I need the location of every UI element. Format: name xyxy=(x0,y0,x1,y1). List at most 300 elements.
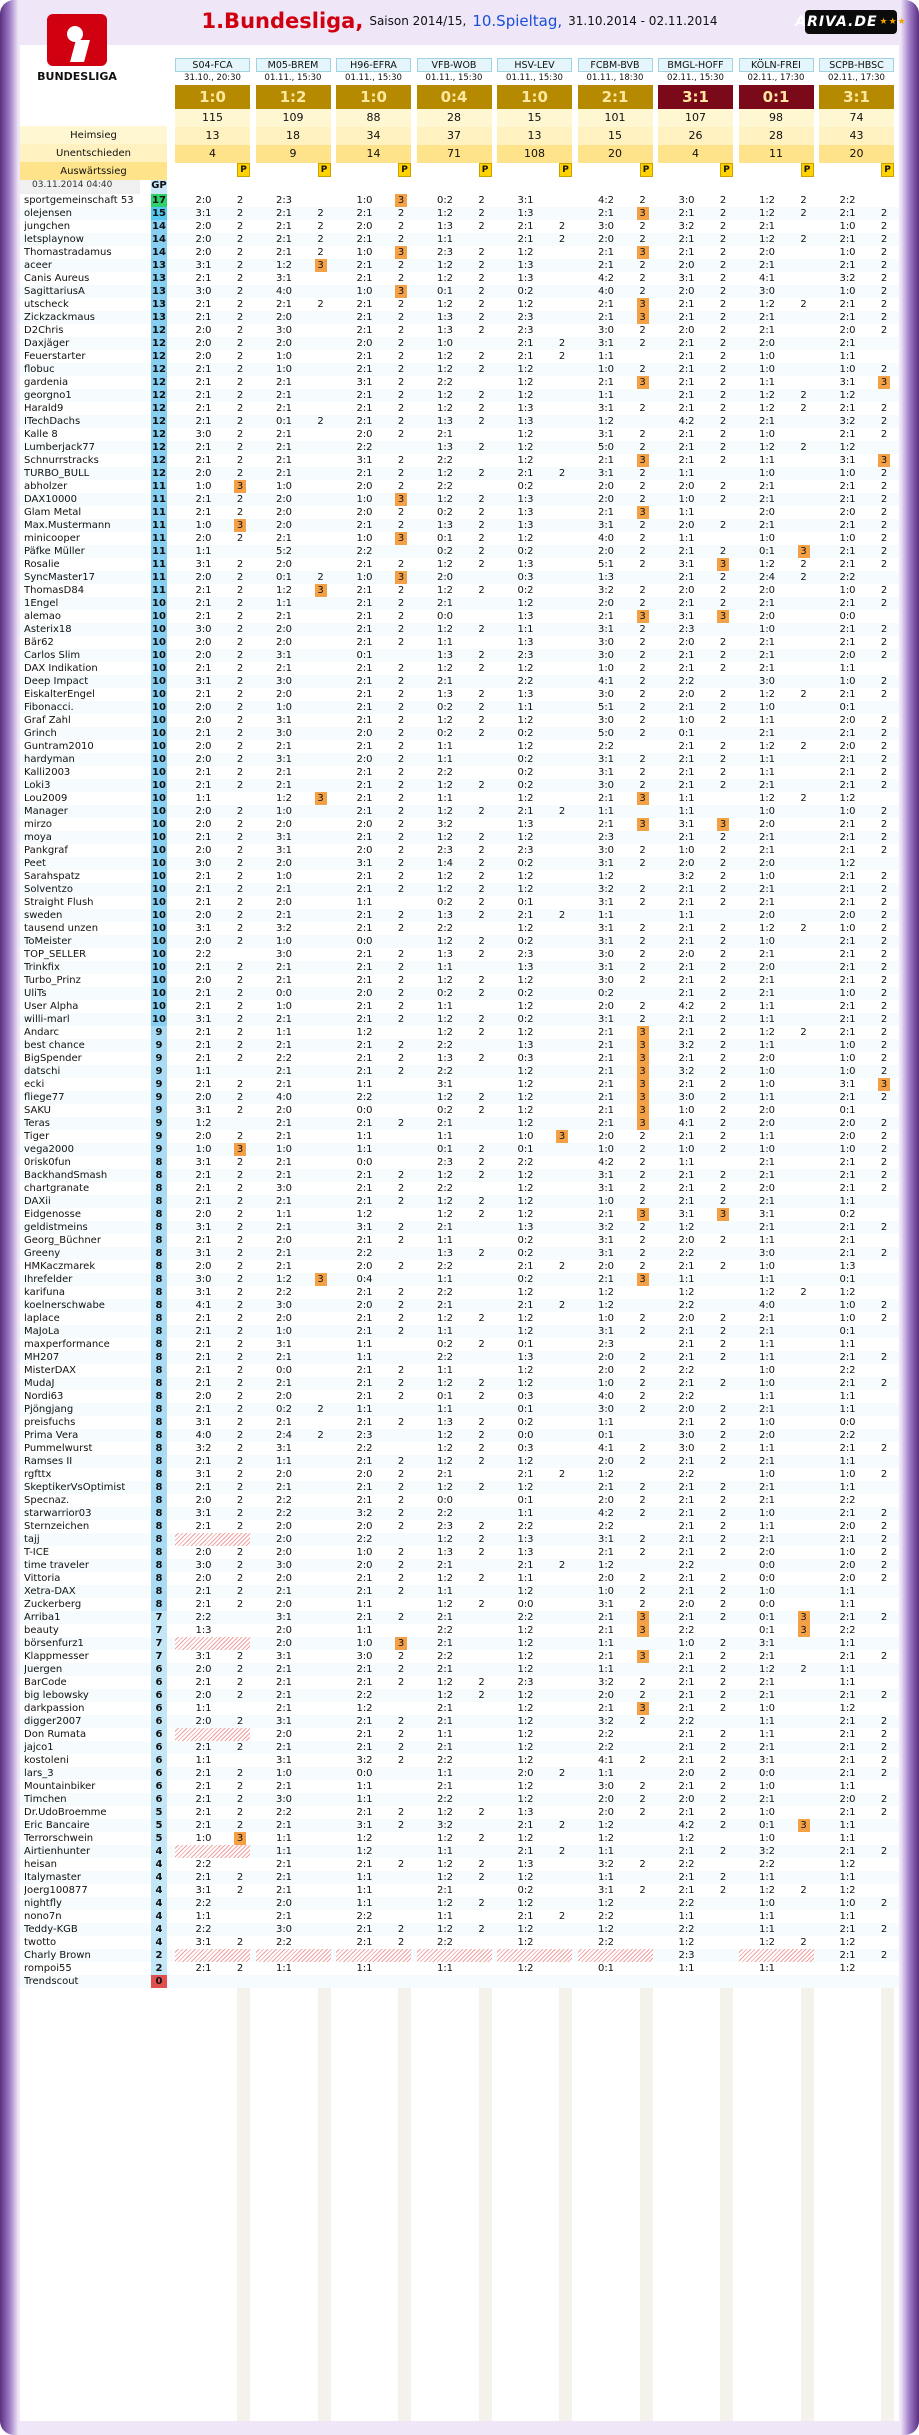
tip-value: 2:1 xyxy=(758,1326,776,1337)
tip-value: 2:1 xyxy=(195,1378,212,1389)
player-name[interactable]: nightfly xyxy=(24,1898,62,1909)
player-name[interactable]: Guntram2010 xyxy=(24,741,94,752)
tip-cell xyxy=(658,1273,733,1286)
tip-points: 2 xyxy=(719,975,727,986)
player-name[interactable]: lars_3 xyxy=(24,1768,54,1779)
tip-cell xyxy=(578,298,653,311)
tip-cell xyxy=(658,1260,733,1273)
player-name[interactable]: karifuna xyxy=(24,1287,65,1298)
player-name[interactable]: tausend unzen xyxy=(24,923,99,934)
player-name[interactable]: Vittoria xyxy=(24,1573,61,1584)
player-name[interactable]: hardyman xyxy=(24,754,75,765)
tip-cell xyxy=(336,1247,411,1260)
player-name[interactable]: Max.Mustermann xyxy=(24,520,111,531)
player-name[interactable]: Schnurrstracks xyxy=(24,455,99,466)
player-name[interactable]: D2Chris xyxy=(24,325,64,336)
player-name[interactable]: Asterix18 xyxy=(24,624,72,635)
player-name[interactable]: Canis Aureus xyxy=(24,273,90,284)
player-name[interactable]: best chance xyxy=(24,1040,85,1051)
player-total-points: 8 xyxy=(151,1351,167,1364)
player-name[interactable]: nono7n xyxy=(24,1911,62,1922)
matchday-label: 10.Spieltag, xyxy=(472,12,563,30)
tip-value: 1:0 xyxy=(275,871,293,882)
player-name[interactable]: Lou2009 xyxy=(24,793,68,804)
tip-value: 2:1 xyxy=(356,767,373,778)
player-total-points: 12 xyxy=(152,442,166,453)
ariva-logo[interactable]: ARIVA.DE ★★★ xyxy=(805,10,897,34)
player-row xyxy=(20,324,899,337)
tip-points: 2 xyxy=(880,871,888,882)
tip-value: 2:1 xyxy=(678,975,695,986)
tip-cell xyxy=(658,1195,733,1208)
tip-value: 2:2 xyxy=(839,1365,856,1376)
tip-value: 2:1 xyxy=(195,1781,212,1792)
tip-points: 3 xyxy=(637,792,649,805)
player-name[interactable]: laplace xyxy=(24,1313,60,1324)
player-name[interactable]: Straight Flush xyxy=(24,897,94,908)
player-name[interactable]: Prima Vera xyxy=(24,1430,79,1441)
player-name[interactable]: Turbo_Prinz xyxy=(24,975,81,986)
player-name[interactable]: SAKU xyxy=(24,1105,51,1116)
player-name[interactable]: Specnaz. xyxy=(24,1495,70,1506)
player-name[interactable]: Pummelwurst xyxy=(24,1443,93,1454)
tip-cell xyxy=(256,792,331,805)
tip-value: 1:3 xyxy=(517,273,534,284)
player-total-points: 10 xyxy=(152,806,166,817)
tip-value: 0:2 xyxy=(517,1235,534,1246)
player-name[interactable]: Lumberjack77 xyxy=(24,442,96,453)
player-name[interactable]: Zuckerberg xyxy=(24,1599,82,1610)
player-name[interactable]: DAX10000 xyxy=(24,494,78,505)
player-name[interactable]: olejensen xyxy=(24,208,73,219)
tip-points: 2 xyxy=(317,299,324,310)
player-name[interactable]: Juergen xyxy=(24,1664,63,1675)
player-name[interactable]: gardenia xyxy=(24,377,69,388)
player-name[interactable]: 0risk0fun xyxy=(24,1157,71,1168)
tip-cell xyxy=(578,1507,653,1520)
player-name[interactable]: ThomasD84 xyxy=(24,585,85,596)
player-name[interactable]: sweden xyxy=(24,910,63,921)
player-name[interactable]: T-ICE xyxy=(24,1547,50,1558)
player-name[interactable]: datschi xyxy=(24,1066,61,1077)
player-name[interactable]: MH207 xyxy=(24,1352,60,1363)
tip-points: 2 xyxy=(880,325,888,336)
player-name[interactable]: jajco1 xyxy=(24,1742,54,1753)
tip-points: 2 xyxy=(639,195,646,206)
player-name[interactable]: Thomastradamus xyxy=(24,247,112,258)
player-name[interactable]: DAXii xyxy=(24,1196,51,1207)
player-name[interactable]: Carlos Slim xyxy=(24,650,81,661)
player-name[interactable]: Eric Bancaire xyxy=(24,1820,90,1831)
tip-cell xyxy=(175,571,250,584)
match-name[interactable]: S04-FCA xyxy=(175,58,250,72)
player-name[interactable]: flobuc xyxy=(24,364,55,375)
player-name[interactable]: koelnerschwabe xyxy=(24,1300,105,1311)
player-name[interactable]: minicooper xyxy=(24,533,80,544)
tip-value: 2:2 xyxy=(839,1430,856,1441)
tip-value: 2:2 xyxy=(758,1859,776,1870)
match-name[interactable]: SCPB-HBSC xyxy=(819,58,894,72)
match-name[interactable]: HSV-LEV xyxy=(497,58,572,72)
tip-cell xyxy=(256,402,331,415)
player-name[interactable]: darkpassion xyxy=(24,1703,85,1714)
player-name[interactable]: Harald9 xyxy=(24,403,64,414)
tip-cell xyxy=(336,935,411,948)
player-name[interactable]: chartgranate xyxy=(24,1183,90,1194)
tip-cell xyxy=(175,246,250,259)
tip-cell xyxy=(256,1104,331,1117)
tip-cell xyxy=(578,1936,653,1949)
tip-value: 2:1 xyxy=(678,338,695,349)
player-name[interactable]: tajj xyxy=(24,1534,40,1545)
player-name[interactable]: Andarc xyxy=(24,1027,60,1038)
tip-value: 2:1 xyxy=(758,481,776,492)
player-total-points: 6 xyxy=(151,1676,167,1689)
tip-value: 2:0 xyxy=(275,312,293,323)
tip-value: 4:1 xyxy=(597,676,615,687)
tip-cell xyxy=(658,610,733,623)
tip-value: 2:1 xyxy=(195,1872,212,1883)
player-total-points: 4 xyxy=(151,1871,167,1884)
player-name[interactable]: User Alpha xyxy=(24,1001,79,1012)
tip-cell xyxy=(819,922,894,935)
player-name[interactable]: Teras xyxy=(24,1118,51,1129)
tip-points: 2 xyxy=(478,468,485,479)
tip-value: 2:2 xyxy=(436,1651,454,1662)
tip-value: 2:1 xyxy=(758,221,776,232)
player-name[interactable]: TURBO_BULL xyxy=(24,468,90,479)
match-name[interactable]: M05-BREM xyxy=(256,58,331,72)
player-name[interactable]: ToMeister xyxy=(24,936,72,947)
player-name[interactable]: letsplaynow xyxy=(24,234,84,245)
player-name[interactable]: Pjöngjang xyxy=(24,1404,74,1415)
tip-cell xyxy=(417,1949,492,1962)
tip-cell xyxy=(175,857,250,870)
player-name[interactable]: Georg_Büchner xyxy=(24,1235,101,1246)
tip-points: 2 xyxy=(397,1222,405,1233)
tip-cell xyxy=(578,1013,653,1026)
tip-value: 1:2 xyxy=(758,1287,776,1298)
player-name[interactable]: Daxjäger xyxy=(24,338,70,349)
tip-value: 2:0 xyxy=(678,1794,695,1805)
bundesliga-badge-icon xyxy=(47,14,107,66)
tip-value: 1:2 xyxy=(517,377,534,388)
player-name[interactable]: 1Engel xyxy=(24,598,59,609)
tip-cell xyxy=(336,714,411,727)
player-name[interactable]: UliTs xyxy=(24,988,47,999)
player-name[interactable]: Dr.UdoBroemme xyxy=(24,1807,107,1818)
tip-cell xyxy=(578,818,653,831)
player-name[interactable]: abholzer xyxy=(24,481,68,492)
player-name[interactable]: Don Rumata xyxy=(24,1729,87,1740)
player-name[interactable]: ecki xyxy=(24,1079,45,1090)
player-total-points: 10 xyxy=(152,858,166,869)
player-name[interactable]: SyncMaster17 xyxy=(24,572,95,583)
tip-value: 1:2 xyxy=(839,442,856,453)
match-name[interactable]: H96-EFRA xyxy=(336,58,411,72)
tip-cell xyxy=(739,740,814,753)
player-name[interactable]: time traveler xyxy=(24,1560,90,1571)
tip-value: 0:0 xyxy=(356,1105,373,1116)
tip-points: 2 xyxy=(478,1456,485,1467)
player-name[interactable]: digger2007 xyxy=(24,1716,82,1727)
tip-value: 2:1 xyxy=(839,871,856,882)
player-name[interactable]: big lebowsky xyxy=(24,1690,89,1701)
player-name[interactable]: MisterDAX xyxy=(24,1365,77,1376)
player-name[interactable]: TOP_SELLER xyxy=(24,949,87,960)
player-name[interactable]: Solventzo xyxy=(24,884,73,895)
player-name[interactable]: maxperformance xyxy=(24,1339,110,1350)
tip-points: 2 xyxy=(478,988,485,999)
player-name[interactable]: Arriba1 xyxy=(24,1612,61,1623)
player-name[interactable]: alemao xyxy=(24,611,62,622)
tip-value: 2:1 xyxy=(758,650,776,661)
player-total-points: 10 xyxy=(152,884,166,895)
tip-value: 0:2 xyxy=(275,1404,293,1415)
tip-cell xyxy=(256,714,331,727)
tip-cell xyxy=(658,1455,733,1468)
player-name[interactable]: Airtienhunter xyxy=(24,1846,91,1857)
tip-value: 2:1 xyxy=(356,637,373,648)
player-name[interactable]: Greeny xyxy=(24,1248,61,1259)
tip-cell xyxy=(819,896,894,909)
tip-points: 2 xyxy=(236,1300,244,1311)
tip-value: 2:1 xyxy=(678,832,695,843)
player-name[interactable]: jungchen xyxy=(24,221,71,232)
match-name[interactable]: FCBM-BVB xyxy=(578,58,653,72)
player-name[interactable]: Glam Metal xyxy=(24,507,82,518)
player-name[interactable]: Fibonacci. xyxy=(24,702,74,713)
player-name[interactable]: twotto xyxy=(24,1937,57,1948)
tip-cell xyxy=(578,1611,653,1624)
tip-cell xyxy=(578,636,653,649)
player-name[interactable]: rompoi55 xyxy=(24,1963,72,1974)
tip-cell xyxy=(175,1663,250,1676)
tip-cell xyxy=(497,1871,572,1884)
player-name[interactable]: Deep Impact xyxy=(24,676,89,687)
player-name[interactable]: Klappmesser xyxy=(24,1651,89,1662)
player-name[interactable]: Loki3 xyxy=(24,780,51,791)
player-name[interactable]: Sternzeichen xyxy=(24,1521,90,1532)
player-total-points: 13 xyxy=(152,273,166,284)
player-name[interactable]: Kalli2003 xyxy=(24,767,71,778)
player-name[interactable]: Zickzackmaus xyxy=(24,312,96,323)
tip-value: 2:1 xyxy=(436,1222,454,1233)
tip-cell xyxy=(578,259,653,272)
tip-cell xyxy=(417,610,492,623)
player-total-points: 17 xyxy=(152,195,166,206)
player-name[interactable]: utscheck xyxy=(24,299,69,310)
player-name[interactable]: vega2000 xyxy=(24,1144,74,1155)
player-name[interactable]: willi-marl xyxy=(24,1014,70,1025)
player-name[interactable]: Bär62 xyxy=(24,637,54,648)
tip-cell xyxy=(417,1819,492,1832)
tip-value: 2:0 xyxy=(597,481,615,492)
tip-cell xyxy=(819,584,894,597)
match-name[interactable]: KÖLN-FREI xyxy=(739,58,814,72)
tip-cell xyxy=(336,194,411,207)
tip-value: 1:1 xyxy=(597,390,615,401)
player-row xyxy=(20,1806,899,1819)
tip-value: 3:0 xyxy=(275,325,293,336)
player-total-points: 10 xyxy=(152,988,166,999)
player-name[interactable]: Manager xyxy=(24,806,68,817)
player-total-points: 8 xyxy=(151,1559,167,1572)
player-name[interactable]: HMKaczmarek xyxy=(24,1261,96,1272)
tip-value: 2:0 xyxy=(758,338,776,349)
player-total-points: 10 xyxy=(152,1001,166,1012)
tip-points: 2 xyxy=(880,546,888,557)
tip-value: 1:1 xyxy=(758,1872,776,1883)
tip-value: 3:1 xyxy=(597,1235,615,1246)
tip-points: 3 xyxy=(637,1078,649,1091)
player-name[interactable]: mirzo xyxy=(24,819,52,830)
tip-points: 2 xyxy=(478,624,485,635)
tip-points: 2 xyxy=(880,1001,888,1012)
player-name[interactable]: Nordi63 xyxy=(24,1391,64,1402)
player-name[interactable]: Trinkfix xyxy=(24,962,60,973)
player-name[interactable]: fliege77 xyxy=(24,1092,65,1103)
tip-value: 2:1 xyxy=(839,1755,856,1766)
tip-points: 2 xyxy=(639,1001,646,1012)
player-name[interactable]: Terrorschwein xyxy=(24,1833,94,1844)
tip-value: 3:1 xyxy=(195,1222,212,1233)
player-name[interactable]: rgfttx xyxy=(24,1469,52,1480)
tip-value: 3:0 xyxy=(597,715,615,726)
player-name[interactable]: starwarrior03 xyxy=(24,1508,92,1519)
player-name[interactable]: Mountainbiker xyxy=(24,1781,96,1792)
tip-cell xyxy=(658,961,733,974)
player-total-points: 12 xyxy=(152,377,166,388)
tip-cell xyxy=(336,727,411,740)
player-name[interactable]: Trendscout xyxy=(24,1976,79,1987)
tip-value: 1:3 xyxy=(436,689,454,700)
tip-cell xyxy=(819,1858,894,1871)
player-name[interactable]: Ihrefelder xyxy=(24,1274,73,1285)
player-name[interactable]: kostoleni xyxy=(24,1755,69,1766)
player-name[interactable]: Charly Brown xyxy=(24,1950,91,1961)
player-name[interactable]: Joerg100877 xyxy=(24,1885,88,1896)
player-name[interactable]: Grinch xyxy=(24,728,57,739)
player-name[interactable]: preisfuchs xyxy=(24,1417,76,1428)
player-name[interactable]: börsenfurz1 xyxy=(24,1638,84,1649)
player-name[interactable]: Kalle 8 xyxy=(24,429,58,440)
player-name[interactable]: sportgemeinschaft 53 xyxy=(24,195,134,206)
player-total-points: 10 xyxy=(152,767,166,778)
tip-points: 2 xyxy=(639,1131,646,1142)
tip-cell xyxy=(739,1221,814,1234)
player-name[interactable]: MaJoLa xyxy=(24,1326,60,1337)
match-name[interactable]: BMGL-HOFF xyxy=(658,58,733,72)
player-name[interactable]: georgno1 xyxy=(24,390,72,401)
player-name[interactable]: Feuerstarter xyxy=(24,351,86,362)
player-name[interactable]: geldistmeins xyxy=(24,1222,88,1233)
tip-cell xyxy=(578,532,653,545)
player-name[interactable]: Graf Zahl xyxy=(24,715,71,726)
tip-points: 2 xyxy=(719,702,727,713)
tip-value: 2:1 xyxy=(758,663,776,674)
tip-value: 2:1 xyxy=(275,884,293,895)
player-name[interactable]: BarCode xyxy=(24,1677,67,1688)
tip-value: 2:1 xyxy=(597,1105,615,1116)
tip-cell xyxy=(256,1117,331,1130)
player-name[interactable]: beauty xyxy=(24,1625,59,1636)
tip-cell xyxy=(336,909,411,922)
player-name[interactable]: BackhandSmash xyxy=(24,1170,108,1181)
match-date: 01.11., 18:30 xyxy=(578,72,653,85)
tip-value: 2:1 xyxy=(356,1677,373,1688)
player-name[interactable]: Tiger xyxy=(24,1131,50,1142)
tip-cell xyxy=(256,1468,331,1481)
tip-cell xyxy=(256,818,331,831)
player-name[interactable]: ITechDachs xyxy=(24,416,81,427)
tip-cell xyxy=(497,753,572,766)
tip-value: 2:0 xyxy=(195,221,212,232)
tip-value: 1:1 xyxy=(758,1911,776,1922)
player-name[interactable]: Italymaster xyxy=(24,1872,81,1883)
tip-cell xyxy=(497,1403,572,1416)
tip-value: 3:1 xyxy=(597,1885,615,1896)
tip-cell xyxy=(417,1065,492,1078)
player-name[interactable]: Timchen xyxy=(24,1794,67,1805)
player-name[interactable]: Ramses II xyxy=(24,1456,73,1467)
tip-value: 2:1 xyxy=(678,546,695,557)
player-name[interactable]: Xetra-DAX xyxy=(24,1586,76,1597)
player-name[interactable]: Sarahspatz xyxy=(24,871,80,882)
tip-value: 1:2 xyxy=(517,1001,534,1012)
tip-cell xyxy=(175,1312,250,1325)
tip-points: 2 xyxy=(880,1794,888,1805)
tip-value: 2:1 xyxy=(597,299,615,310)
player-name[interactable]: Päfke Müller xyxy=(24,546,85,557)
tip-cell xyxy=(336,1390,411,1403)
tip-cell xyxy=(658,1143,733,1156)
player-name[interactable]: moya xyxy=(24,832,52,843)
tip-points: 2 xyxy=(880,1742,888,1753)
tip-cell xyxy=(819,1390,894,1403)
player-total-points: 8 xyxy=(151,1585,167,1598)
tip-cell xyxy=(497,1832,572,1845)
player-name[interactable]: DAX Indikation xyxy=(24,663,98,674)
player-name[interactable]: Pankgraf xyxy=(24,845,68,856)
tip-value: 2:0 xyxy=(758,1118,776,1129)
tip-value: 2:0 xyxy=(436,572,454,583)
tip-points: 2 xyxy=(478,585,485,596)
player-name[interactable]: Eidgenosse xyxy=(24,1209,81,1220)
player-name[interactable]: Teddy-KGB xyxy=(24,1924,78,1935)
player-name[interactable]: SagittariusA xyxy=(24,286,85,297)
tip-value: 2:1 xyxy=(678,1521,695,1532)
match-name[interactable]: VFB-WOB xyxy=(417,58,492,72)
tip-value: 0:2 xyxy=(436,1339,454,1350)
player-name[interactable]: BigSpender xyxy=(24,1053,82,1064)
tip-cell xyxy=(497,935,572,948)
player-name[interactable]: Peet xyxy=(24,858,46,869)
player-name[interactable]: MudaJ xyxy=(24,1378,55,1389)
player-row xyxy=(20,1975,899,1988)
tip-value: 1:2 xyxy=(839,1937,856,1948)
player-name[interactable]: aceer xyxy=(24,260,53,271)
player-name[interactable]: heisan xyxy=(24,1859,57,1870)
tip-cell xyxy=(256,987,331,1000)
tip-points: 2 xyxy=(639,546,646,557)
tip-value: 0:1 xyxy=(436,533,454,544)
tip-cell xyxy=(497,1546,572,1559)
player-name[interactable]: Rosalie xyxy=(24,559,60,570)
player-name[interactable]: EiskalterEngel xyxy=(24,689,95,700)
tip-points: 2 xyxy=(639,1183,646,1194)
player-name[interactable]: SkeptikerVsOptimist xyxy=(24,1482,126,1493)
